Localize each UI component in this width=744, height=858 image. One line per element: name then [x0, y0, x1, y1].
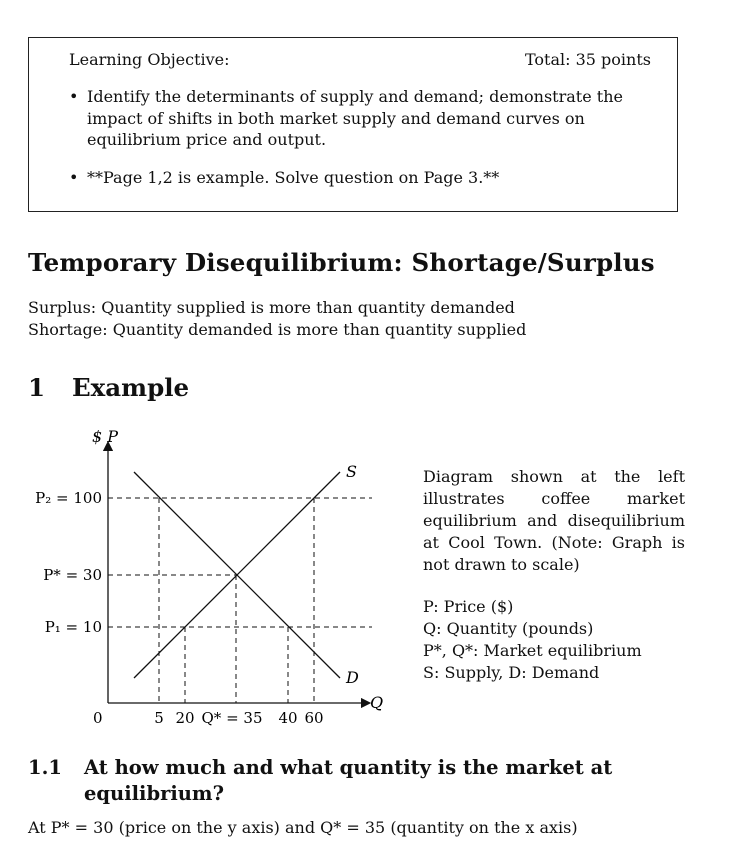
section-title: Temporary Disequilibrium: Shortage/Surplus — [28, 248, 655, 277]
question-number: 1.1 — [28, 756, 62, 779]
x-tick-qstar: Q* = 35 — [201, 709, 263, 727]
y-tick-pstar: P* = 30 — [43, 566, 102, 584]
total-points: Total: 35 points — [524, 50, 651, 69]
x-axis-label: Q — [370, 693, 384, 712]
bullet-icon: • — [69, 87, 79, 106]
example-heading — [28, 373, 189, 402]
learning-objective-box: Learning Objective: Total: 35 points • Identify the determinants of supply and demand; demonstrate the impact of shifts in both market supply and demand curves on equilibrium price and output. • **Page 1,2 is example. Solve question on Page 3.** — [28, 37, 678, 212]
legend-item: S: Supply, D: Demand — [423, 663, 600, 682]
y-tick-p2: P₂ = 100 — [35, 489, 102, 507]
origin-label: 0 — [93, 709, 103, 727]
surplus-definition: Surplus: Quantity supplied is more than quantity demanded — [28, 298, 515, 317]
demand-label: D — [346, 668, 359, 687]
example-number: 1 — [28, 373, 46, 402]
definitions — [28, 297, 526, 341]
shortage-definition: Shortage: Quantity demanded is more than quantity supplied — [28, 320, 527, 339]
graph-note-paragraph: Diagram shown at the left illustrates coffee market equilibrium and disequilibrium at Cool Town. (Note: Graph is not drawn to scale) — [423, 467, 685, 574]
example-title: Example — [72, 373, 190, 402]
y-axis-label: $ P — [92, 427, 119, 446]
legend-item: Q: Quantity (pounds) — [423, 619, 594, 638]
supply-label: S — [346, 462, 357, 481]
legend-item: P: Price ($) — [423, 597, 514, 616]
question-text: At how much and what quantity is the market at equilibrium? — [84, 756, 613, 805]
x-tick-40: 40 — [278, 709, 298, 727]
objective-heading: Learning Objective: — [69, 50, 230, 69]
answer-text: At P* = 30 (price on the y axis) and Q* = 35 (quantity on the x axis) — [28, 818, 578, 837]
x-tick-60: 60 — [304, 709, 324, 727]
legend-item: P*, Q*: Market equilibrium — [423, 641, 642, 660]
graph-legend — [423, 596, 685, 684]
graph-description — [423, 466, 685, 684]
y-tick-p1: P₁ = 10 — [44, 618, 102, 636]
x-tick-5: 5 — [154, 709, 164, 727]
x-tick-20: 20 — [175, 709, 195, 727]
bullet-icon: • — [69, 168, 79, 187]
supply-demand-graph — [0, 420, 420, 740]
